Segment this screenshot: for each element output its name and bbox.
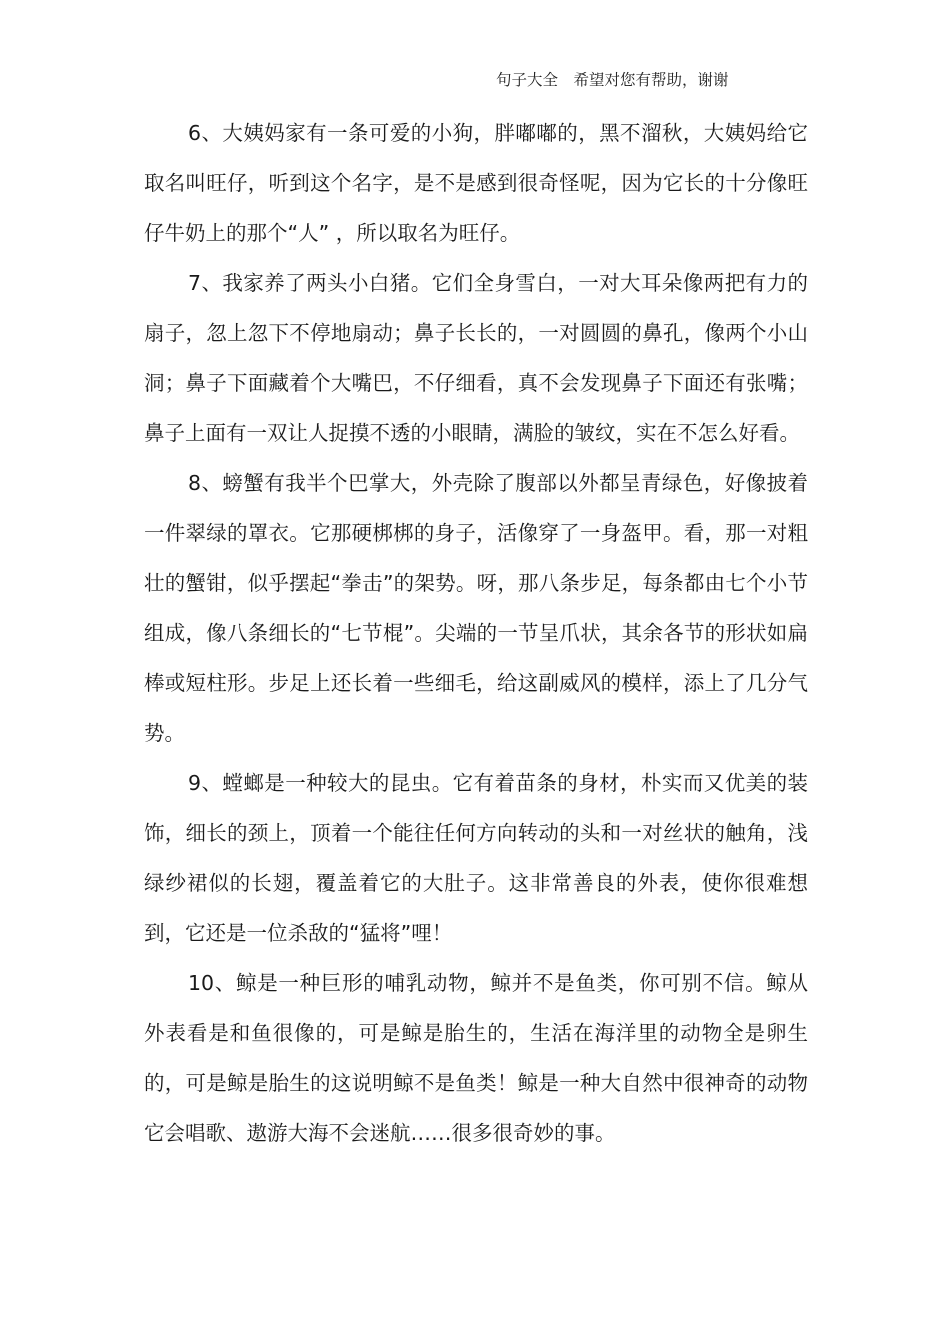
paragraph-8: 8、螃蟹有我半个巴掌大，外壳除了腹部以外都呈青绿色，好像披着一件翠绿的罩衣。它那硬梆梆的身子，活像穿了一身盔甲。看，那一对粗壮的蟹钳，似乎摆起“拳击”的架势。呀，那八条步足，每条都由七个小节组成，像八条细长的“七节棍”。尖端的一节呈爪状，其余各节的形状如扁棒或短柱形。步足上还长着一些细毛，给这副威风的模样，添上了几分气势。 (144, 471, 808, 745)
document-body (144, 108, 808, 1158)
paragraph-10: 10、鲸是一种巨形的哺乳动物，鲸并不是鱼类，你可别不信。鲸从外表看是和鱼很像的，可是鲸是胎生的，生活在海洋里的动物全是卵生的，可是鲸是胎生的这说明鲸不是鱼类！鲸是一种大自然中很神奇的动物它会唱歌、遨游大海不会迷航……很多很奇妙的事。 (144, 971, 808, 1145)
paragraph-6: 6、大姨妈家有一条可爱的小狗，胖嘟嘟的，黑不溜秋，大姨妈给它取名叫旺仔，听到这个名字，是不是感到很奇怪呢，因为它长的十分像旺仔牛奶上的那个“人” ，所以取名为旺仔。 (144, 121, 808, 245)
page-header: 句子大全 希望对您有帮助，谢谢 (496, 71, 729, 89)
paragraph-9: 9、螳螂是一种较大的昆虫。它有着苗条的身材，朴实而又优美的装饰，细长的颈上，顶着一个能往任何方向转动的头和一对丝状的触角，浅绿纱裙似的长翅，覆盖着它的大肚子。这非常善良的外表，使你很难想到，它还是一位杀敌的“猛将”哩！ (144, 771, 808, 945)
paragraph-7: 7、我家养了两头小白猪。它们全身雪白，一对大耳朵像两把有力的扇子，忽上忽下不停地扇动；鼻子长长的，一对圆圆的鼻孔，像两个小山洞；鼻子下面藏着个大嘴巴，不仔细看，真不会发现鼻子下面还有张嘴；鼻子上面有一双让人捉摸不透的小眼睛，满脸的皱纹，实在不怎么好看。 (144, 271, 808, 445)
